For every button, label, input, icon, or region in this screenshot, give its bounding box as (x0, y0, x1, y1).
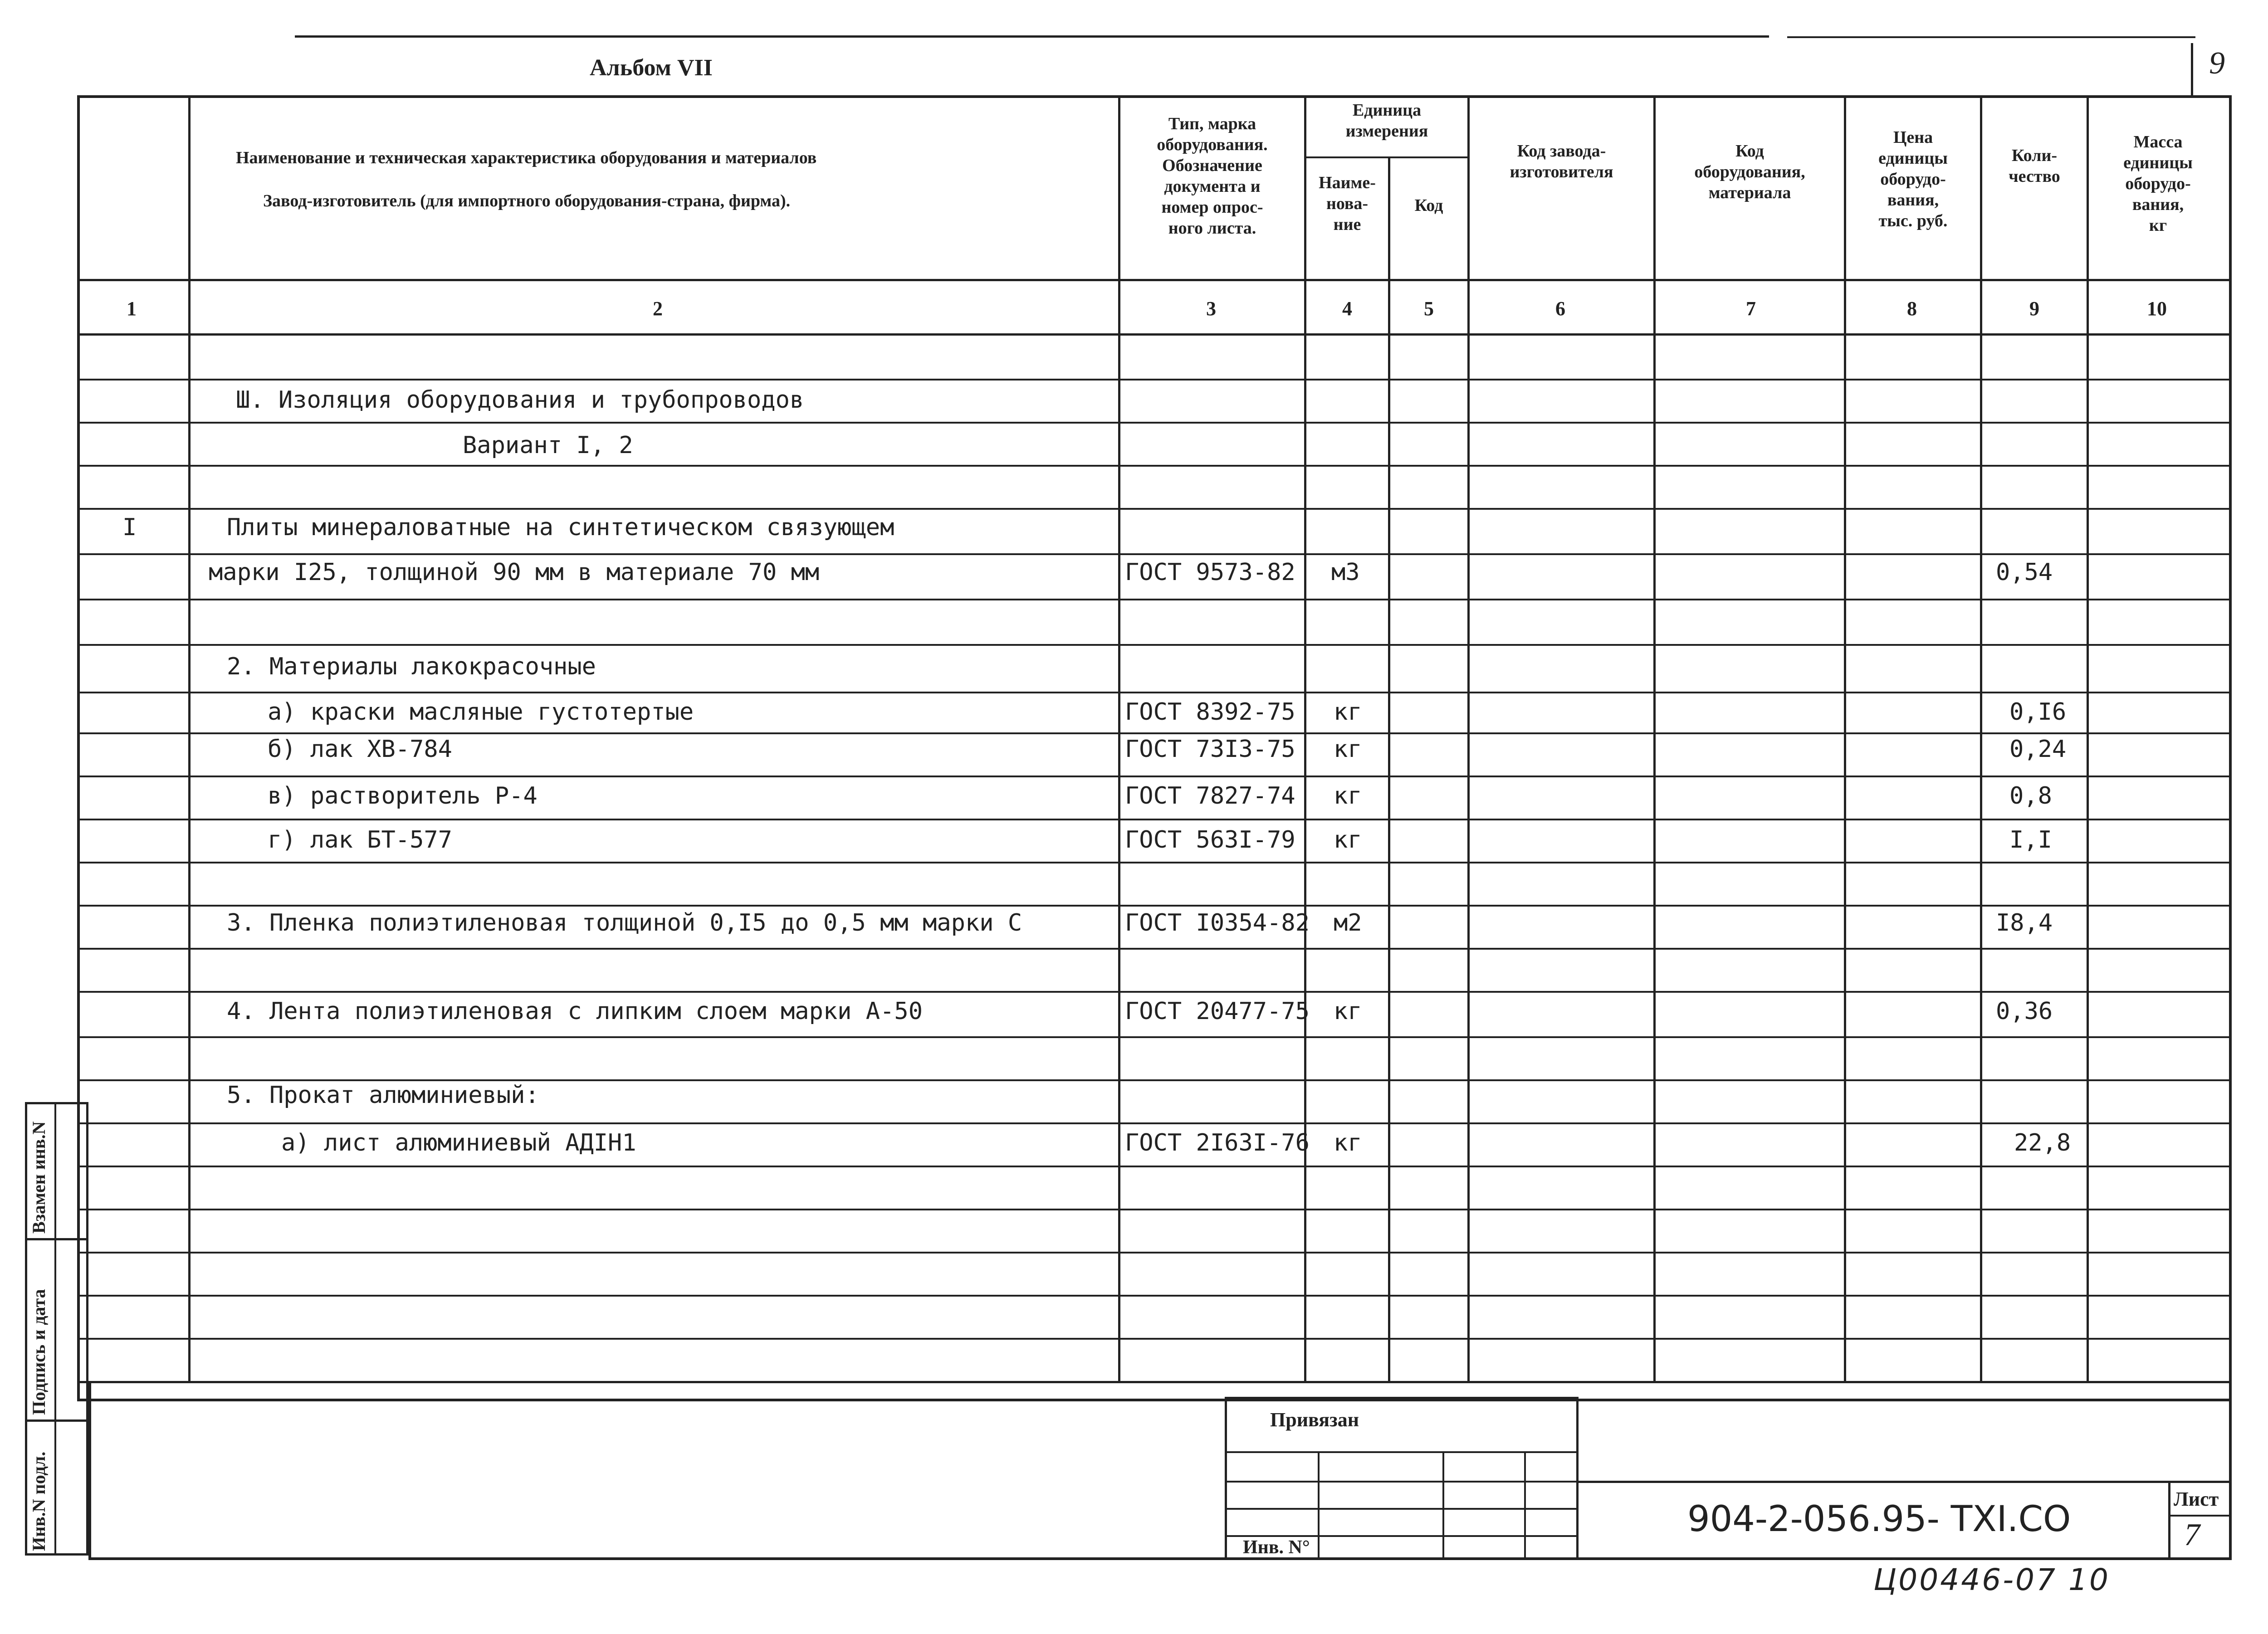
row-qty: 0,I6 (2009, 698, 2067, 726)
colnum-10: 10 (2147, 298, 2167, 320)
row-qty: 0,36 (1996, 998, 2053, 1025)
row-line (77, 508, 2232, 510)
unit-group-header: Единица измерения (1345, 101, 1428, 141)
row-unit: кг (1334, 782, 1362, 810)
col-line-1 (188, 95, 191, 1383)
row-line (77, 644, 2232, 646)
row-line (77, 991, 2232, 993)
corner-page-mark: 9 (2209, 46, 2225, 81)
sheet-label: Лист (2174, 1488, 2219, 1510)
colnum-1: 1 (127, 298, 137, 320)
row-pos: I (122, 514, 137, 541)
stamp-col (1524, 1451, 1526, 1560)
row-line (77, 1166, 2232, 1167)
row-unit: м2 (1334, 909, 1362, 937)
colnum-6: 6 (1555, 298, 1565, 320)
col8-header: Цена единицы оборудо- вания, тыс. руб. (1878, 128, 1948, 230)
doc-code: 904-2-056.95- ТХI.СО (1687, 1499, 2071, 1540)
row-name: Вариант I, 2 (463, 432, 633, 459)
col4-header: Наиме- нова- ние (1319, 173, 1376, 234)
row-name: а) краски масляные густотертые (268, 698, 694, 726)
stamp-col (1442, 1451, 1444, 1560)
row-line (77, 379, 2232, 380)
row-doc: ГОСТ 20477-75 (1125, 998, 1310, 1025)
row-qty: 0,8 (2009, 782, 2052, 810)
col9-header: Коли- чество (2009, 146, 2060, 186)
row-qty: 22,8 (2014, 1129, 2071, 1156)
row-line (77, 1209, 2232, 1210)
row-line (77, 599, 2232, 600)
row-qty: I8,4 (1996, 909, 2053, 937)
side-label-inv-podl: Инв.N подл. (29, 1451, 49, 1551)
sheet-box-left (2168, 1481, 2170, 1560)
colnum-3: 3 (1206, 298, 1216, 320)
album-label: Альбом VII (590, 55, 713, 81)
row-name: б) лак ХВ-784 (268, 736, 452, 763)
row-unit: кг (1334, 736, 1362, 763)
col-line-7 (1844, 95, 1846, 1383)
row-name: в) растворитель Р-4 (268, 782, 538, 810)
row-name: 2. Материалы лакокрасочные (227, 653, 596, 680)
row-line (77, 1295, 2232, 1297)
row-name: марки I25, толщиной 90 мм в материале 70 мм (209, 559, 820, 586)
col-line-5 (1467, 95, 1470, 1383)
row-doc: ГОСТ 2I63I-76 (1125, 1129, 1310, 1156)
row-name: Ш. Изоляция оборудования и трубопроводов (236, 386, 804, 414)
col3-header: Тип, марка оборудования. Обозначение документа и номер опрос- ного листа. (1157, 114, 1268, 238)
row-unit: кг (1334, 826, 1362, 854)
col2-header-line2: Завод-изготовитель (для импортного оборудования-страна, фирма). (263, 191, 791, 210)
privyazan-label: Привязан (1270, 1409, 1359, 1431)
col6-header: Код завода- изготовителя (1510, 141, 1613, 181)
row-line (77, 1252, 2232, 1254)
doc-code-top-line (1579, 1481, 2232, 1483)
row-line (77, 732, 2232, 734)
row-line (77, 948, 2232, 950)
row-name: 4. Лента полиэтиленовая с липким слоем марки А-50 (227, 998, 923, 1025)
col10-header: Масса единицы оборудо- вания, кг (2123, 132, 2193, 235)
col-line-3 (1304, 95, 1306, 1383)
sheet-number: 7 (2184, 1517, 2200, 1552)
corner-box-left (2191, 43, 2193, 98)
col-line-9 (2087, 95, 2089, 1383)
col7-header: Код оборудования, материала (1694, 141, 1805, 202)
side-strip-inner (54, 1102, 56, 1556)
row-unit: м3 (1331, 559, 1360, 586)
row-doc: ГОСТ 563I-79 (1125, 826, 1295, 854)
colnum-7: 7 (1746, 298, 1756, 320)
colnum-2: 2 (653, 298, 663, 320)
colnum-9: 9 (2029, 298, 2039, 320)
colnum-8: 8 (1907, 298, 1917, 320)
row-line (77, 553, 2232, 555)
row-line (77, 1079, 2232, 1081)
row-line (77, 692, 2232, 693)
row-name: Плиты минераловатные на синтетическом связующем (227, 514, 894, 541)
col5-header: Код (1414, 196, 1443, 215)
row-name: 3. Пленка полиэтиленовая толщиной 0,I5 до 0,5 мм марки С (227, 909, 1022, 937)
side-strip-divider (25, 1419, 88, 1422)
row-line (77, 1338, 2232, 1340)
unit-group-divider (1304, 156, 1467, 158)
row-name: 5. Прокат алюминиевый: (227, 1082, 539, 1109)
row-name: а) лист алюминиевый АДIН1 (281, 1129, 636, 1156)
col-line-4 (1388, 156, 1390, 1383)
row-doc: ГОСТ 8392-75 (1125, 698, 1295, 726)
header-bottom-line (77, 279, 2232, 281)
row-doc: ГОСТ 7827-74 (1125, 782, 1295, 810)
row-line (77, 1036, 2232, 1038)
col-line-2 (1118, 95, 1120, 1383)
row-line (77, 819, 2232, 820)
stamp-col (1318, 1451, 1320, 1560)
colnum-bottom-line (77, 333, 2232, 336)
sheet-box-divider (2168, 1515, 2232, 1517)
row-doc: ГОСТ I0354-82 (1125, 909, 1310, 937)
top-rule-right (1787, 36, 2195, 38)
side-strip-divider (25, 1238, 88, 1240)
inv-no-label: Инв. N° (1243, 1537, 1310, 1558)
row-doc: ГОСТ 73I3-75 (1125, 736, 1295, 763)
col-line-6 (1653, 95, 1656, 1383)
side-label-vzamen: Взамен инв.N (29, 1121, 49, 1234)
row-line (77, 905, 2232, 907)
col-line-8 (1980, 95, 1982, 1383)
row-line (77, 465, 2232, 467)
row-qty: 0,54 (1996, 559, 2053, 586)
side-label-podpis: Подпись и дата (29, 1289, 49, 1415)
row-line (77, 862, 2232, 863)
row-name: г) лак БТ-577 (268, 826, 452, 854)
row-line (77, 1122, 2232, 1124)
colnum-5: 5 (1424, 298, 1434, 320)
row-doc: ГОСТ 9573-82 (1125, 559, 1295, 586)
row-unit: кг (1334, 698, 1362, 726)
row-line (77, 776, 2232, 777)
colnum-4: 4 (1342, 298, 1352, 320)
col2-header-line1: Наименование и техническая характеристика оборудования и материалов (236, 148, 817, 167)
row-qty: I,I (2009, 826, 2052, 854)
row-qty: 0,24 (2009, 736, 2067, 763)
row-unit: кг (1334, 1129, 1362, 1156)
row-line (77, 422, 2232, 424)
handwritten-archive-number: Ц00446-07 10 (1873, 1562, 2110, 1597)
row-unit: кг (1334, 998, 1362, 1025)
top-rule (295, 35, 1769, 38)
